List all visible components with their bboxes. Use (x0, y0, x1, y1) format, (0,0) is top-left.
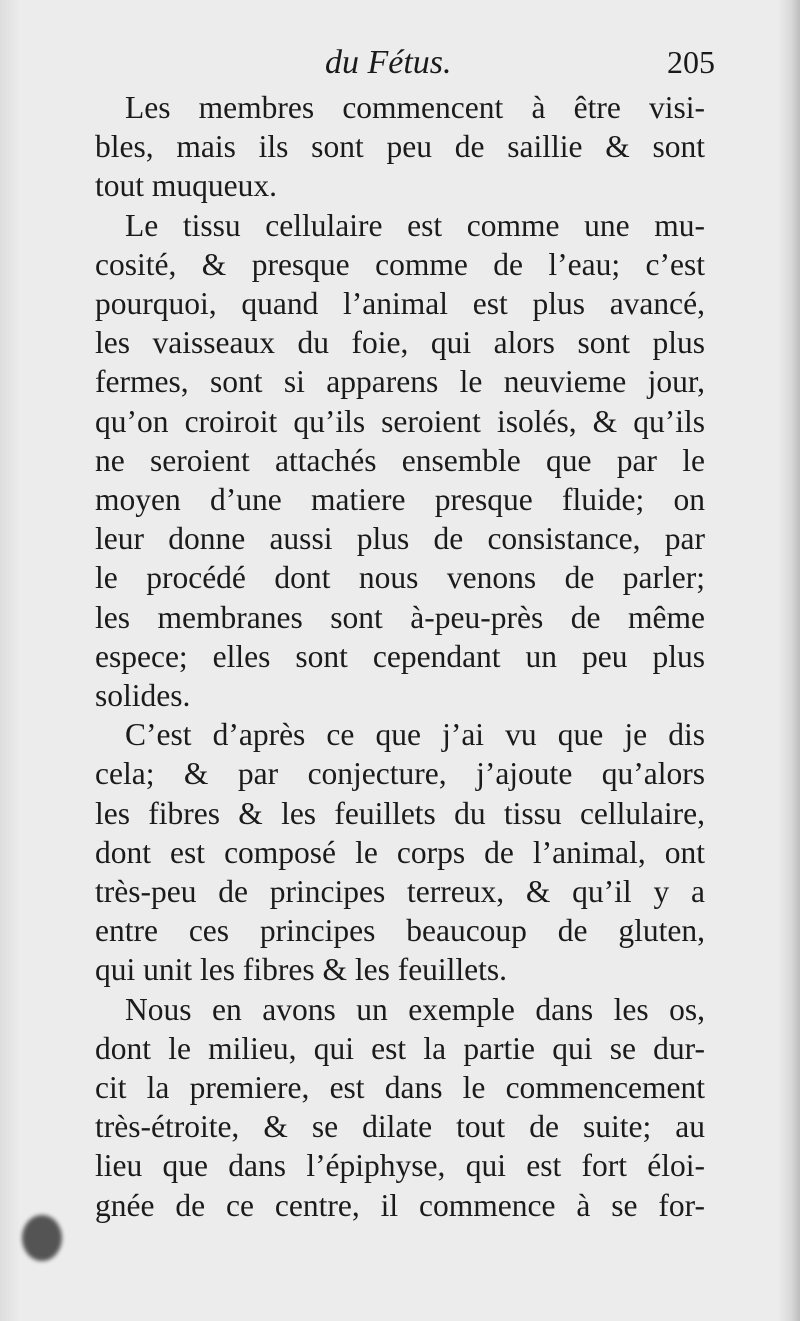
text-line: solides. (95, 678, 191, 714)
text-line: entre ces principes beaucoup de gluten, (95, 913, 705, 949)
text-line: tout muqueux. (95, 168, 277, 204)
text-line: ne seroient attachés ensemble que par le (95, 442, 705, 478)
text-line: les membranes sont à-peu-près de même (95, 599, 705, 635)
page-left-edge (0, 0, 20, 1321)
text-line: bles, mais ils sont peu de saillie & sont (95, 129, 705, 165)
text-line: cela; & par conjecture, j’ajoute qu’alors (95, 756, 705, 792)
text-line: dont est composé le corps de l’animal, ont (95, 834, 705, 870)
text-line: pourquoi, quand l’animal est plus avancé, (95, 286, 705, 322)
text-line: moyen d’une matiere presque fluide; on (95, 482, 705, 518)
text-line: leur donne aussi plus de consistance, par (95, 521, 705, 557)
text-line: lieu que dans l’épiphyse, qui est fort éloi- (95, 1148, 705, 1184)
page-right-edge (778, 0, 800, 1321)
page-header (95, 40, 715, 94)
text-line: Les membres commencent à être visi- (125, 90, 705, 125)
text-line: espece; elles sont cependant un peu plus (95, 638, 705, 674)
text-line: qu’on croiroit qu’ils seroient isolés, & qu’ils (95, 403, 705, 439)
text-line: qui unit les fibres & les feuillets. (95, 952, 508, 988)
text-line: cosité, & presque comme de l’eau; c’est (95, 246, 705, 282)
text-line: très-peu de principes terreux, & qu’il y a (95, 874, 705, 910)
text-line: gnée de ce centre, il commence à se for- (95, 1187, 705, 1223)
text-line: les vaisseaux du foie, qui alors sont plus (95, 325, 705, 361)
text-line: Le tissu cellulaire est comme une mu- (125, 207, 705, 243)
text-line: les fibres & les feuillets du tissu cellulaire, (95, 795, 705, 831)
text-line: le procédé dont nous venons de parler; (95, 560, 705, 596)
text-line: fermes, sont si apparens le neuvieme jour, (95, 364, 705, 400)
text-line: dont le milieu, qui est la partie qui se dur- (95, 1030, 705, 1066)
text-line: Nous en avons un exemple dans les os, (125, 991, 705, 1027)
text-line: cit la premiere, est dans le commencement (95, 1070, 705, 1106)
page-number: 205 (667, 44, 715, 80)
ink-smudge (22, 1215, 62, 1261)
text-line: C’est d’après ce que j’ai vu que je dis (125, 717, 705, 753)
body-text (95, 88, 705, 1225)
text-line: très-étroite, & se dilate tout de suite; au (95, 1109, 705, 1145)
running-title: du Fétus. (325, 44, 452, 81)
